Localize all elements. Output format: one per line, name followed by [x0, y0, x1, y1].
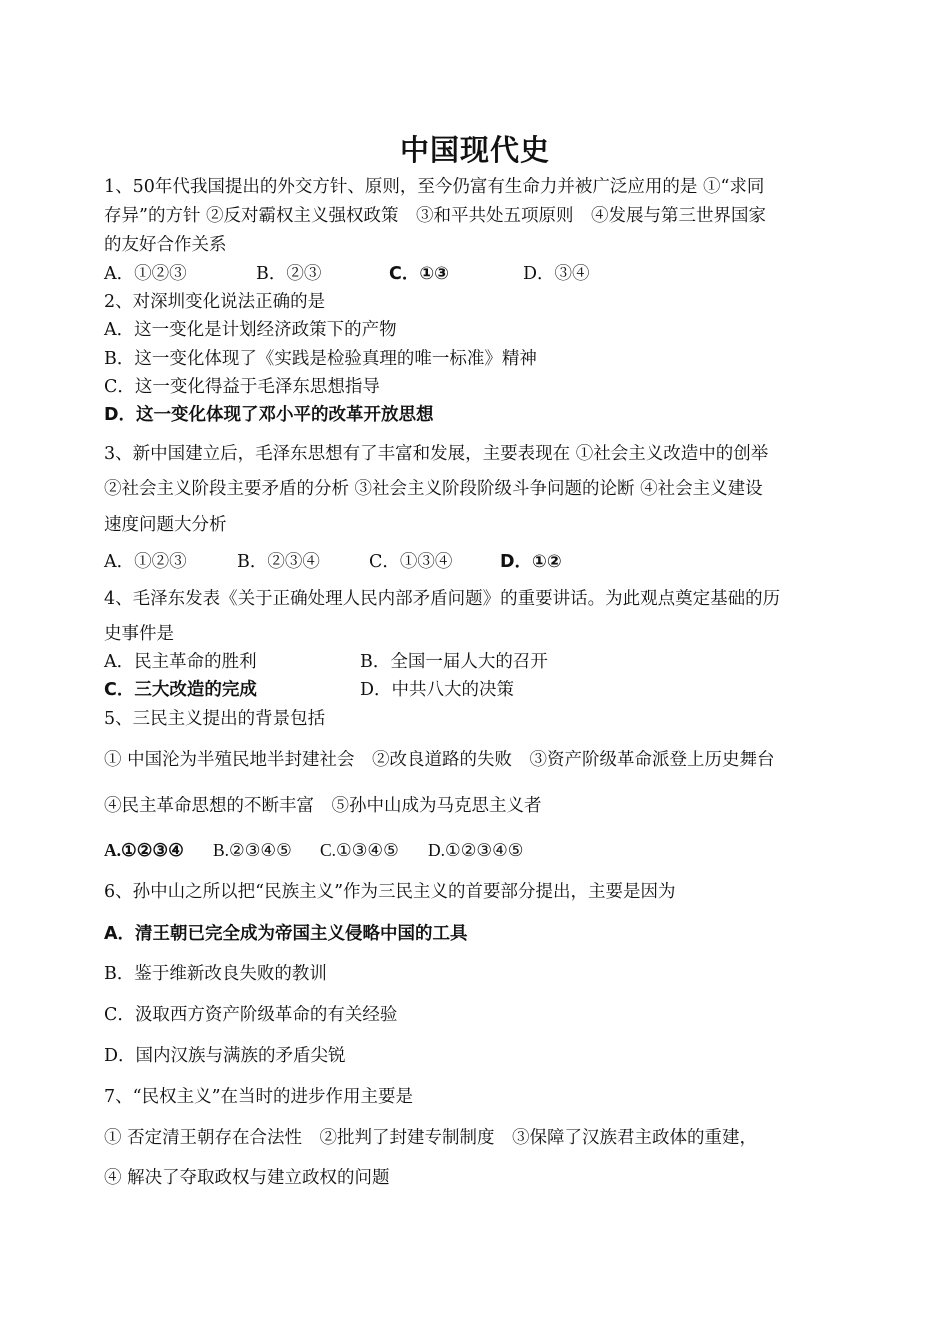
q5-stem: 5、三民主义提出的背景包括 — [104, 709, 326, 729]
q3-options — [104, 550, 864, 574]
q5-items-line1: ① 中国沦为半殖民地半封建社会 ②改良道路的失败 ③资产阶级革命派登上历史舞台 — [104, 750, 775, 770]
q6-option-b: B．鉴于维新改良失败的教训 — [104, 964, 327, 984]
q5-items-line2: ④民主革命思想的不断丰富 ⑤孙中山成为马克思主义者 — [104, 796, 542, 816]
q1-option-d: D．③④ — [523, 264, 590, 284]
q3-option-d-answer: D．①② — [500, 552, 562, 572]
q6-option-a-answer: A．清王朝已完全成为帝国主义侵略中国的工具 — [104, 924, 468, 944]
q7-items-line2: ④ 解决了夺取政权与建立政权的问题 — [104, 1168, 390, 1188]
q5-option-c: C.①③④⑤ — [320, 840, 399, 860]
q4-option-a: A．民主革命的胜利 — [104, 652, 257, 672]
q4-options-row2 — [104, 678, 864, 702]
q4-option-c-answer: C．三大改造的完成 — [104, 680, 257, 700]
q4-stem-line2: 史事件是 — [104, 624, 174, 644]
q1-option-b: B．②③ — [256, 264, 322, 284]
q7-stem: 7、“民权主义”在当时的进步作用主要是 — [104, 1087, 414, 1107]
q5-option-d: D.①②③④⑤ — [428, 840, 524, 860]
q3-stem-line3: 速度问题大分析 — [104, 515, 227, 535]
q1-stem-line1: 1、50年代我国提出的外交方针、原则，至今仍富有生命力并被广泛应用的是 ①“求同 — [104, 177, 765, 197]
q1-option-a: A．①②③ — [104, 264, 187, 284]
q1-options — [104, 262, 864, 286]
q3-option-b: B．②③④ — [237, 552, 320, 572]
q1-stem-line2: 存异”的方针 ②反对霸权主义强权政策 ③和平共处五项原则 ④发展与第三世界国家 — [104, 206, 767, 226]
q3-stem-line1: 3、新中国建立后，毛泽东思想有了丰富和发展，主要表现在 ①社会主义改造中的创举 — [104, 444, 769, 464]
q2-stem: 2、对深圳变化说法正确的是 — [104, 292, 326, 312]
q2-option-a: A．这一变化是计划经济政策下的产物 — [104, 320, 397, 340]
q7-items-line1: ① 否定清王朝存在合法性 ②批判了封建专制制度 ③保障了汉族君主政体的重建， — [104, 1128, 758, 1148]
q3-stem-line2: ②社会主义阶段主要矛盾的分析 ③社会主义阶段阶级斗争问题的论断 ④社会主义建设 — [104, 479, 763, 499]
q4-option-d: D．中共八大的决策 — [360, 680, 515, 700]
q2-option-c: C．这一变化得益于毛泽东思想指导 — [104, 377, 380, 397]
q6-option-d: D．国内汉族与满族的矛盾尖锐 — [104, 1046, 346, 1066]
q3-option-c: C．①③④ — [369, 552, 453, 572]
q6-stem: 6、孙中山之所以把“民族主义”作为三民主义的首要部分提出，主要是因为 — [104, 882, 676, 902]
q3-option-a: A．①②③ — [104, 552, 187, 572]
q6-option-c: C．汲取西方资产阶级革命的有关经验 — [104, 1005, 398, 1025]
q1-option-c-answer: C．①③ — [389, 264, 449, 284]
q4-option-b: B．全国一届人大的召开 — [360, 652, 548, 672]
q5-option-a-answer: A.①②③④ — [104, 840, 184, 860]
q2-option-b: B．这一变化体现了《实践是检验真理的唯一标准》精神 — [104, 349, 537, 369]
q4-stem-line1: 4、毛泽东发表《关于正确处理人民内部矛盾问题》的重要讲话。为此观点奠定基础的历 — [104, 589, 781, 609]
q5-option-b: B.②③④⑤ — [213, 840, 292, 860]
q5-options — [104, 838, 864, 862]
q2-option-d-answer: D．这一变化体现了邓小平的改革开放思想 — [104, 405, 434, 425]
q4-options-row1 — [104, 650, 864, 674]
q1-stem-line3: 的友好合作关系 — [104, 235, 227, 255]
page-title: 中国现代史 — [399, 133, 550, 167]
